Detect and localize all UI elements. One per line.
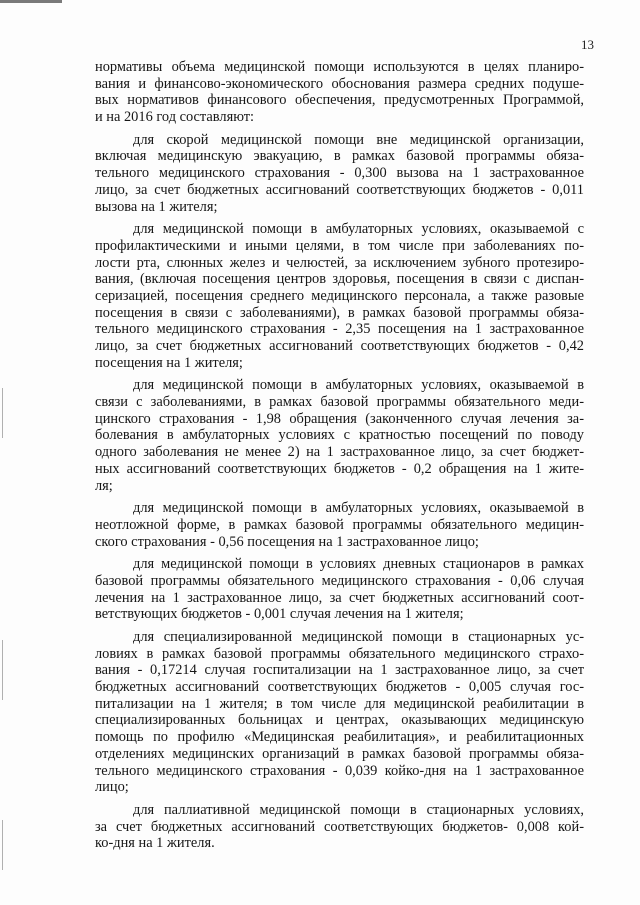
paragraph	[95, 377, 584, 494]
paragraph	[95, 132, 584, 215]
text-line: для медицинской помощи в амбулаторных условиях, оказываемой в	[133, 377, 584, 394]
text-line: вызова на 1 жителя;	[95, 198, 218, 215]
text-line: тельного медицинского страхования - 0,039 койко-дня на 1 застрахованное	[95, 762, 584, 779]
text-line: ветствующих бюджетов - 0,001 случая лечения на 1 жителя;	[95, 606, 464, 623]
text-line: вания и финансово-экономического обоснования размера средних подуше-	[95, 75, 584, 92]
text-line: вых нормативов финансового обеспечения, предусмотренных Программой,	[95, 92, 584, 109]
text-line: болевания в амбулаторных условиях с кратностью посещений по поводу	[95, 427, 584, 444]
text-line: для специализированной медицинской помощи в стационарных ус-	[133, 629, 584, 645]
paragraph	[95, 59, 584, 126]
text-line: лости рта, слюнных желез и челюстей, за исключением зубного протезиро-	[95, 254, 584, 271]
text-line: связи с заболеваниями, в рамках базовой программы обязательного меди-	[95, 394, 584, 411]
paragraph	[95, 500, 584, 550]
body-text	[95, 59, 584, 858]
text-line: включая медицинскую эвакуацию, в рамках базовой программы обяза-	[95, 148, 584, 165]
text-line: для медицинской помощи в амбулаторных условиях, оказываемой с	[133, 221, 584, 238]
paragraph	[95, 556, 584, 623]
page-number: 13	[581, 37, 594, 52]
top-rule	[0, 0, 62, 3]
text-line: специализированных больницах и центрах, оказывающих медицинскую	[95, 712, 584, 729]
text-line: и на 2016 год составляют:	[95, 109, 255, 126]
text-line: лицо, за счет бюджетных ассигнований соответствующих бюджетов - 0,42	[95, 338, 584, 354]
scan-edge-mark	[2, 820, 3, 870]
paragraph	[95, 802, 584, 852]
text-line: вания - 0,17214 случая госпитализации на 1 застрахованное лицо, за счет	[95, 662, 584, 679]
scan-edge-mark	[2, 388, 3, 438]
text-line: лицо, за счет бюджетных ассигнований соответствующих бюджетов - 0,011	[95, 181, 584, 198]
scan-edge-mark	[2, 640, 3, 700]
text-line: серизацией, посещения среднего медицинского персонала, а также разовые	[95, 287, 584, 304]
text-line: ловиях в рамках базовой программы обязательного медицинского страхо-	[95, 645, 584, 662]
text-line: лечения на 1 застрахованное лицо, за счет бюджетных ассигнований соот-	[95, 589, 584, 606]
text-line: одного заболевания не менее 2) на 1 застрахованное лицо, за счет бюджет-	[95, 444, 584, 461]
text-line: помощь по профилю «Медицинская реабилитация», и реабилитационных	[95, 729, 584, 746]
text-line: ля;	[95, 477, 113, 494]
text-line: для медицинской помощи в условиях дневных стационаров в рамках	[133, 556, 584, 573]
text-line: базовой программы обязательного медицинского страхования - 0,06 случая	[95, 572, 584, 589]
text-line: посещения в связи с заболеваниями), в рамках базовой программы обяза-	[95, 304, 584, 321]
text-line: посещения на 1 жителя;	[95, 354, 243, 371]
paragraph	[95, 221, 584, 371]
text-line: за счет бюджетных ассигнований соответствующих бюджетов- 0,008 кой-	[95, 818, 584, 835]
text-line: для скорой медицинской помощи вне медицинской организации,	[133, 131, 584, 148]
text-line: тельного медицинского страхования - 2,35 посещения на 1 застрахованное	[95, 321, 584, 338]
text-line: лицо;	[95, 779, 129, 796]
text-line: питализации на 1 жителя; в том числе для медицинской реабилитации в	[95, 695, 584, 712]
text-line: ского страхования - 0,56 посещения на 1 застрахованное лицо;	[95, 533, 479, 550]
paragraph	[95, 629, 584, 796]
text-line: для паллиативной медицинской помощи в стационарных условиях,	[133, 801, 584, 818]
text-line: профилактическими и иными целями, в том числе при заболеваниях по-	[95, 237, 584, 254]
text-line: ных ассигнований соответствующих бюджетов - 0,2 обращения на 1 жите-	[95, 460, 584, 477]
text-line: ко-дня на 1 жителя.	[95, 835, 215, 852]
text-line: неотложной форме, в рамках базовой программы обязательного медицин-	[95, 516, 584, 533]
text-line: тельного медицинского страхования - 0,300 вызова на 1 застрахованное	[95, 165, 584, 182]
text-line: цинского страхования - 1,98 обращения (законченного случая лечения за-	[95, 410, 584, 427]
text-line: для медицинской помощи в амбулаторных условиях, оказываемой в	[133, 500, 584, 517]
text-line: нормативы объема медицинской помощи используются в целях планиро-	[95, 59, 584, 75]
text-line: отделениях медицинских организаций в рамках базовой программы обяза-	[95, 745, 584, 762]
text-line: бюджетных ассигнований соответствующих бюджетов - 0,005 случая гос-	[95, 679, 584, 696]
text-line: вания, (включая посещения центров здоровья, посещения в связи с диспан-	[95, 271, 584, 288]
